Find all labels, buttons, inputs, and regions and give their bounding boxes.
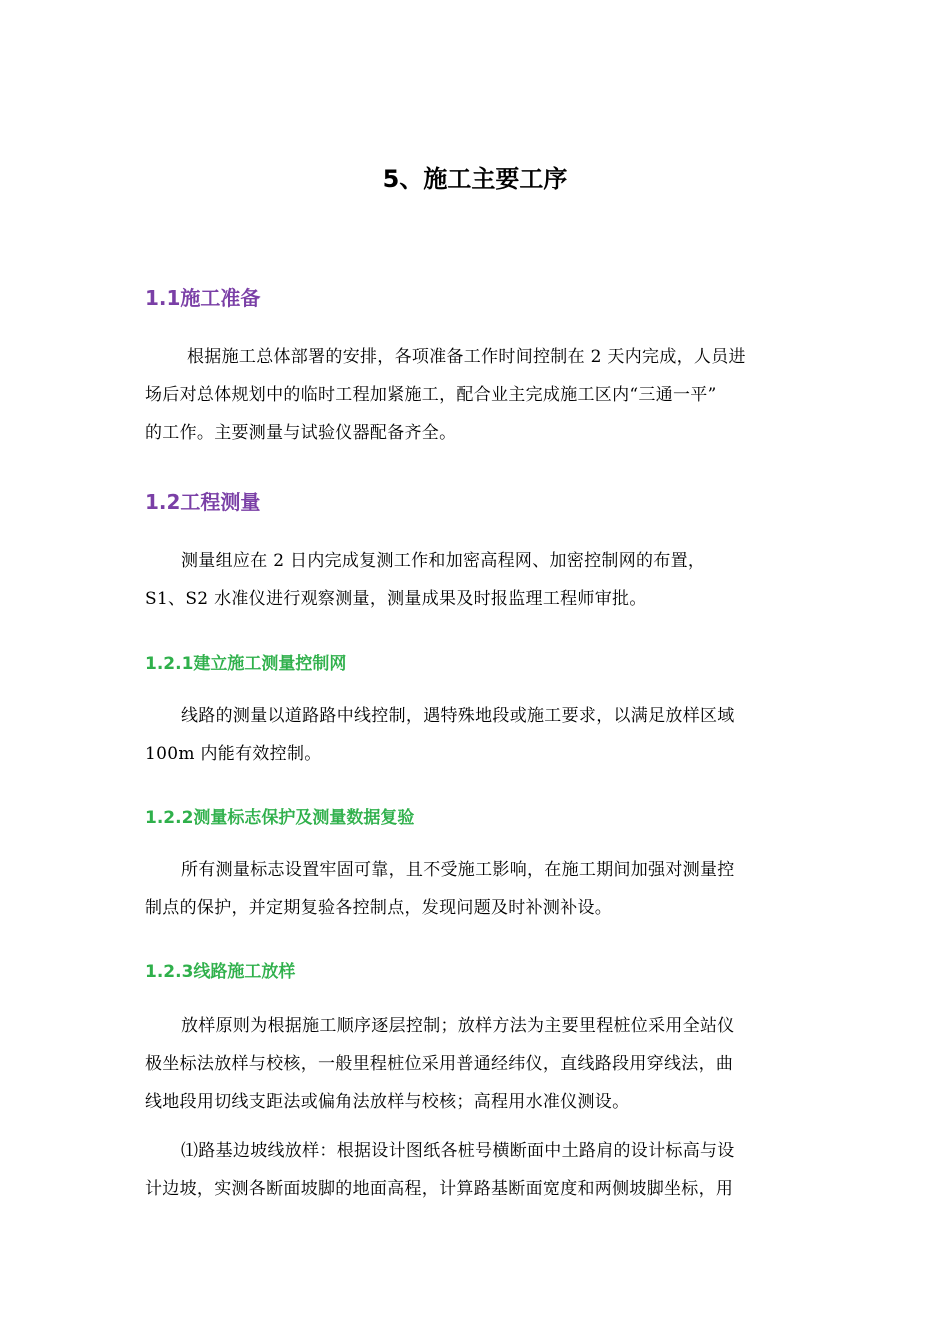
paragraph-1-2-3-item-1	[145, 1132, 813, 1208]
paragraph-1-1	[145, 338, 813, 452]
paragraph-line: S1、S2 水准仪进行观察测量，测量成果及时报监理工程师审批。	[145, 589, 647, 609]
paragraph-1-2	[145, 542, 813, 618]
heading-1-2-3: 1.2.3线路施工放样	[145, 962, 296, 982]
paragraph-line: 极坐标法放样与校核，一般里程桩位采用普通经纬仪，直线路段用穿线法，曲	[145, 1054, 734, 1074]
heading-1-1: 1.1施工准备	[145, 286, 261, 310]
paragraph-line: 线地段用切线支距法或偏角法放样与校核；高程用水准仪测设。	[145, 1092, 630, 1112]
paragraph-line: 所有测量标志设置牢固可靠，且不受施工影响，在施工期间加强对测量控	[181, 860, 735, 880]
heading-1-2-2: 1.2.2测量标志保护及测量数据复验	[145, 808, 415, 828]
paragraph-line: 根据施工总体部署的安排，各项准备工作时间控制在 2 天内完成，人员进	[187, 347, 746, 367]
page-title: 5、施工主要工序	[382, 165, 568, 193]
paragraph-line: 制点的保护，并定期复验各控制点，发现问题及时补测补设。	[145, 898, 613, 918]
paragraph-line: 测量组应在 2 日内完成复测工作和加密高程网、加密控制网的布置，	[181, 551, 706, 571]
paragraph-line: 放样原则为根据施工顺序逐层控制；放样方法为主要里程桩位采用全站仪	[181, 1016, 735, 1036]
paragraph-1-2-1	[145, 697, 813, 773]
paragraph-line: 的工作。主要测量与试验仪器配备齐全。	[145, 423, 457, 443]
paragraph-1-2-3	[145, 1007, 813, 1121]
heading-1-2: 1.2工程测量	[145, 490, 261, 514]
paragraph-1-2-2	[145, 851, 813, 927]
paragraph-line: 线路的测量以道路路中线控制，遇特殊地段或施工要求，以满足放样区域	[181, 706, 735, 726]
paragraph-line: 100m 内能有效控制。	[145, 744, 322, 764]
heading-1-2-1: 1.2.1建立施工测量控制网	[145, 654, 347, 674]
paragraph-line: 计边坡，实测各断面坡脚的地面高程，计算路基断面宽度和两侧坡脚坐标，用	[145, 1179, 734, 1199]
paragraph-line: ⑴路基边坡线放样：根据设计图纸各桩号横断面中土路肩的设计标高与设	[181, 1141, 735, 1161]
paragraph-line: 场后对总体规划中的临时工程加紧施工，配合业主完成施工区内“三通一平”	[145, 385, 717, 405]
